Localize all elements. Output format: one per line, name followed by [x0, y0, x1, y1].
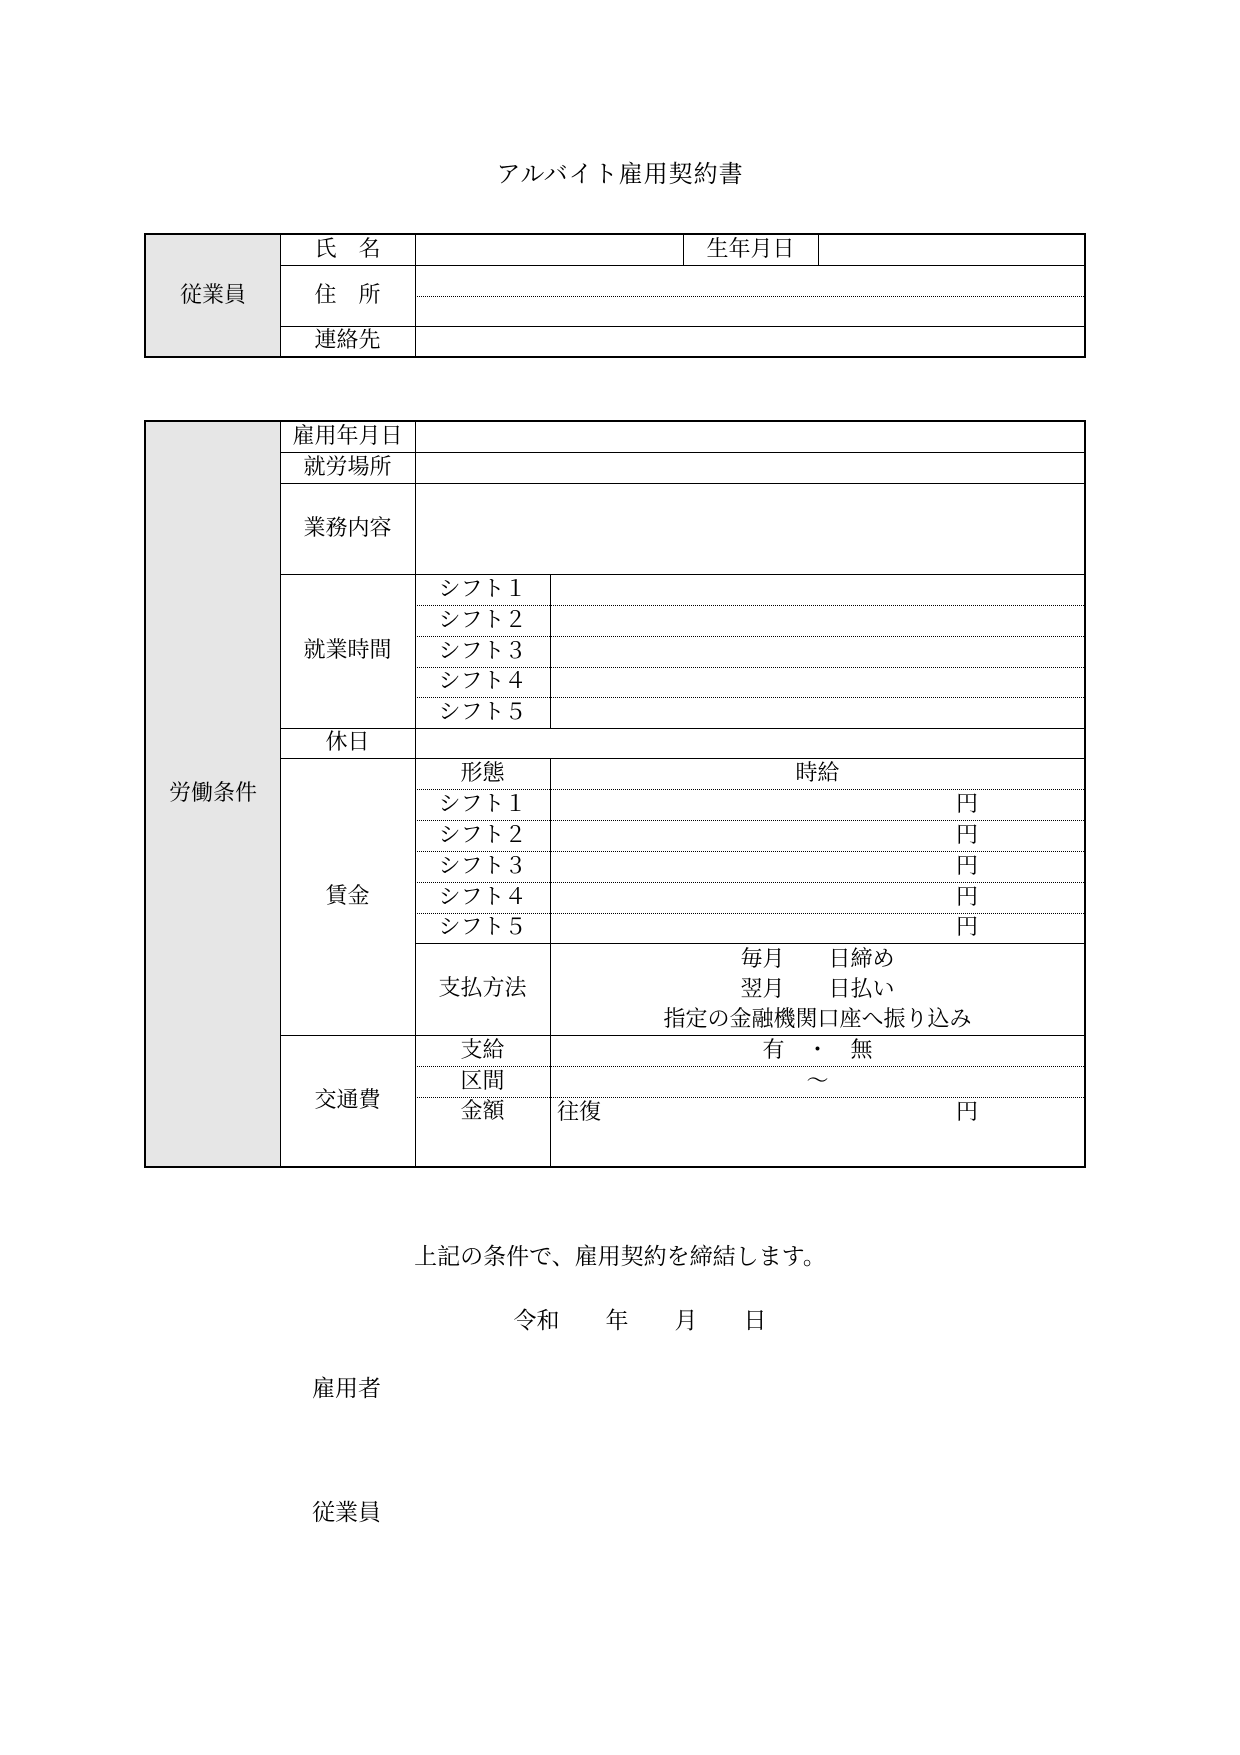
wage-shift-label: シフト１ — [438, 791, 527, 817]
transport-amount-yen[interactable]: 円 — [955, 1099, 978, 1125]
employer-label: 雇用者 — [312, 1376, 381, 1402]
employee-sign-label: 従業員 — [312, 1500, 381, 1526]
address-field[interactable] — [416, 265, 1084, 326]
wage-shift-label: シフト５ — [438, 915, 527, 940]
wage-form-label: 形態 — [460, 760, 505, 786]
wage-shift-yen[interactable]: 円 — [955, 853, 978, 879]
address-label: 住 所 — [314, 282, 381, 308]
hours-shift-field[interactable] — [551, 605, 1084, 636]
payment-line-1: 毎月 日締め — [740, 947, 895, 972]
agreement-statement: 上記の条件で、雇用契約を締結します。 — [414, 1244, 826, 1270]
wage-shift-yen[interactable]: 円 — [955, 915, 978, 940]
transport-amount-prefix: 往復 — [557, 1099, 602, 1125]
wage-label: 賃金 — [325, 883, 370, 909]
wage-shift-label: シフト２ — [438, 822, 527, 848]
hours-shift-field[interactable] — [551, 636, 1084, 667]
work-hours-label: 就業時間 — [303, 638, 392, 663]
wage-shift-label: シフト３ — [438, 853, 527, 879]
hire-date-field[interactable] — [416, 422, 1084, 452]
employee-table — [144, 233, 1086, 358]
holiday-label: 休日 — [325, 730, 370, 755]
wage-shift-yen[interactable]: 円 — [955, 822, 978, 848]
transport-amount-label: 金額 — [460, 1099, 505, 1124]
payment-line-2: 翌月 日払い — [740, 977, 895, 1002]
hours-shift-label: シフト４ — [438, 669, 527, 694]
hours-shift-label: シフト３ — [438, 638, 527, 664]
hours-shift-label: シフト５ — [438, 699, 527, 725]
hours-shift-field[interactable] — [551, 667, 1084, 697]
duties-field[interactable] — [416, 483, 1084, 574]
name-field[interactable] — [416, 235, 683, 265]
wage-form-value: 時給 — [795, 760, 840, 786]
wage-shift-yen[interactable]: 円 — [955, 884, 978, 910]
workplace-label: 就労場所 — [303, 454, 392, 480]
contact-label: 連絡先 — [314, 328, 381, 353]
payment-line-3: 指定の金融機関口座へ振り込み — [663, 1007, 972, 1032]
wage-shift-yen[interactable]: 円 — [955, 791, 978, 817]
transport-route-value[interactable]: ～ — [806, 1068, 829, 1094]
birthdate-field[interactable] — [819, 235, 1084, 265]
workplace-field[interactable] — [416, 452, 1084, 483]
name-label: 氏 名 — [314, 237, 381, 262]
payment-method-label: 支払方法 — [438, 976, 527, 1001]
conditions-section-label: 労働条件 — [168, 781, 257, 806]
conditions-table — [144, 420, 1086, 1168]
holiday-field[interactable] — [416, 728, 1084, 758]
duties-label: 業務内容 — [303, 515, 392, 541]
date-line[interactable]: 令和 年 月 日 — [513, 1308, 767, 1334]
hours-shift-label: シフト２ — [438, 607, 527, 633]
hours-shift-label: シフト１ — [438, 576, 527, 602]
transport-route-label: 区間 — [460, 1068, 505, 1094]
contact-field[interactable] — [416, 326, 1084, 356]
transport-supply-value[interactable]: 有 ・ 無 — [762, 1037, 873, 1063]
hire-date-label: 雇用年月日 — [292, 424, 403, 449]
hours-shift-field[interactable] — [551, 697, 1084, 728]
hours-shift-field[interactable] — [551, 574, 1084, 605]
transport-label: 交通費 — [314, 1087, 381, 1113]
wage-shift-label: シフト４ — [438, 884, 527, 910]
birthdate-label: 生年月日 — [706, 237, 795, 262]
document-title: アルバイト雇用契約書 — [496, 160, 744, 188]
employee-section-label: 従業員 — [179, 282, 246, 308]
transport-supply-label: 支給 — [460, 1037, 505, 1063]
